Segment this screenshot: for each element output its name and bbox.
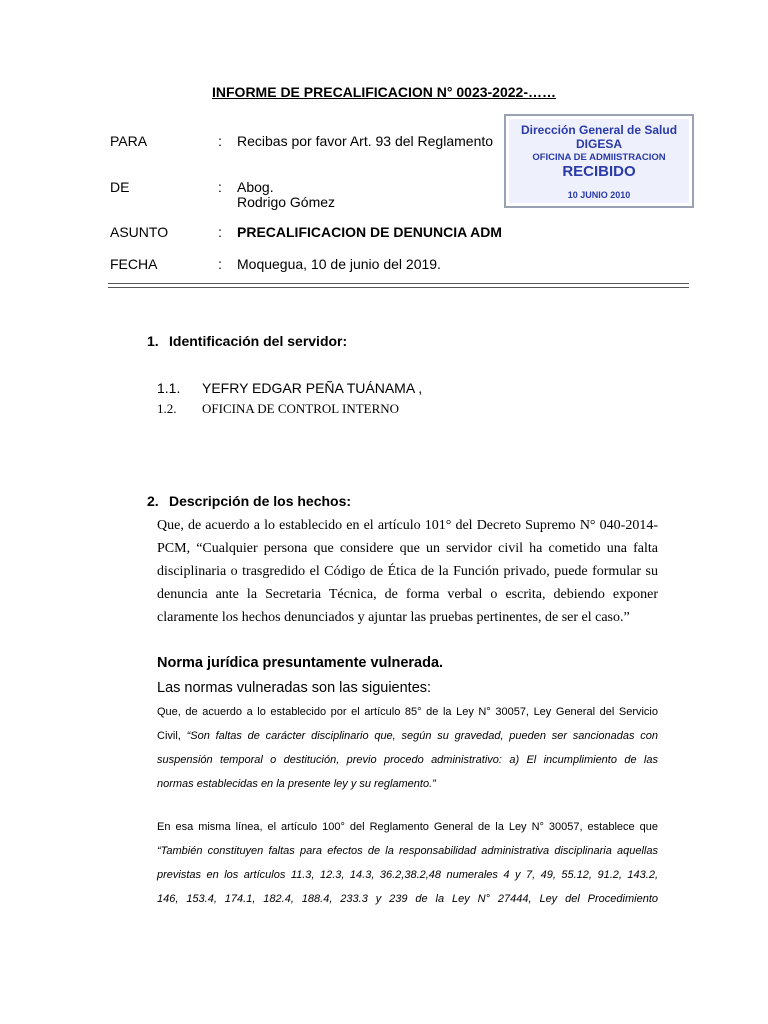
section-1-number: 1. bbox=[147, 333, 159, 349]
paragraph-line: Que, de acuerdo a lo establecido en el artículo 101° del Decreto Supremo N° 040-2014- bbox=[157, 518, 658, 533]
norma-line-italic: “Son faltas de carácter disciplinario que, según su gravedad, pueden ser sancionadas con bbox=[186, 730, 658, 742]
de-label: DE bbox=[110, 179, 130, 195]
norma-line: suspensión temporal o destitución, previo procedo administrativo: a) El incumplimiento de las bbox=[157, 754, 658, 766]
stamp-line-4: RECIBIDO bbox=[562, 163, 636, 180]
section-2-heading bbox=[147, 493, 351, 509]
item-1-2-text: OFICINA DE CONTROL INTERNO bbox=[202, 401, 400, 416]
fecha-label: FECHA bbox=[110, 256, 158, 272]
norma-subheading: Las normas vulneradas son las siguientes: bbox=[157, 680, 432, 696]
norma-line: normas establecidas en la presente ley y su reglamento.” bbox=[157, 778, 436, 790]
section-1-title: Identificación del servidor: bbox=[169, 333, 348, 349]
norma-line: previstas en los artículos 11.3, 12.3, 14.3, 36.2,38.2,48 numerales 4 y 7, 49, 55.12, 91.2, 143.2, bbox=[157, 869, 658, 881]
section-2-number: 2. bbox=[147, 493, 159, 509]
header-divider-bottom bbox=[108, 287, 689, 288]
fecha-colon: : bbox=[218, 256, 222, 272]
item-1-1-text: YEFRY EDGAR PEÑA TUÁNAMA , bbox=[202, 380, 423, 396]
de-colon: : bbox=[218, 179, 222, 195]
norma-paragraph-2 bbox=[157, 815, 658, 911]
stamp-line-1: Dirección General de Salud bbox=[520, 123, 678, 137]
fecha-value: Moquegua, 10 de junio del 2019. bbox=[237, 256, 441, 272]
de-value-2: Rodrigo Gómez bbox=[237, 194, 336, 210]
stamp-line-3: OFICINA DE ADMIISTRACION bbox=[532, 152, 666, 163]
norma-line: Que, de acuerdo a lo establecido por el artículo 85° de la Ley N° 30057, Ley General del Servicio bbox=[157, 706, 658, 718]
paragraph-line: PCM, “Cualquier persona que considere que un servidor civil ha cometido una falta bbox=[157, 541, 658, 556]
norma-paragraph-1 bbox=[157, 700, 658, 796]
stamp-line-5: 10 JUNIO 2010 bbox=[567, 190, 631, 200]
item-1-2 bbox=[157, 401, 399, 417]
paragraph-line: disciplinaria o trasgredido el Código de Ética de la Función privado, puede formular su bbox=[157, 564, 658, 579]
stamp-line-2: DIGESA bbox=[575, 137, 622, 151]
norma-line: 146, 153.4, 174.1, 182.4, 188.4, 233.3 y 239 de la Ley N° 27444, Ley del Procedimiento bbox=[157, 893, 658, 905]
paragraph-line: claramente los hechos denunciados y ajuntar las pruebas pertinentes, de ser el caso.” bbox=[157, 610, 630, 625]
paragraph-line: denuncia ante la Secretaria Técnica, de forma verbal o escrita, debiendo exponer bbox=[157, 587, 658, 602]
para-colon: : bbox=[218, 133, 222, 149]
norma-line-plain: Civil, bbox=[157, 730, 187, 742]
de-value-1: Abog. bbox=[237, 179, 274, 195]
para-label: PARA bbox=[110, 133, 148, 149]
item-1-2-number: 1.2. bbox=[157, 401, 177, 416]
item-1-1 bbox=[157, 380, 422, 396]
norma-line: “También constituyen faltas para efectos de la responsabilidad administrativa disciplinaria aquellas bbox=[157, 845, 658, 857]
para-value: Recibas por favor Art. 93 del Reglamento bbox=[237, 133, 494, 149]
norma-line: En esa misma línea, el artículo 100° del Reglamento General de la Ley N° 30057, establece que bbox=[157, 821, 658, 833]
item-1-1-number: 1.1. bbox=[157, 380, 181, 396]
report-title: INFORME DE PRECALIFICACION N° 0023-2022-…… bbox=[212, 84, 556, 100]
norma-heading: Norma jurídica presuntamente vulnerada. bbox=[157, 655, 444, 671]
asunto-label: ASUNTO bbox=[110, 224, 169, 240]
norma-line-mixed bbox=[157, 724, 658, 748]
section-1-heading bbox=[147, 333, 347, 349]
asunto-colon: : bbox=[218, 224, 222, 240]
section-2-paragraph bbox=[157, 514, 658, 629]
section-2-title: Descripción de los hechos: bbox=[169, 493, 352, 509]
received-stamp bbox=[504, 114, 694, 208]
asunto-value: PRECALIFICACION DE DENUNCIA ADM bbox=[237, 224, 502, 240]
header-divider-top bbox=[108, 283, 689, 284]
